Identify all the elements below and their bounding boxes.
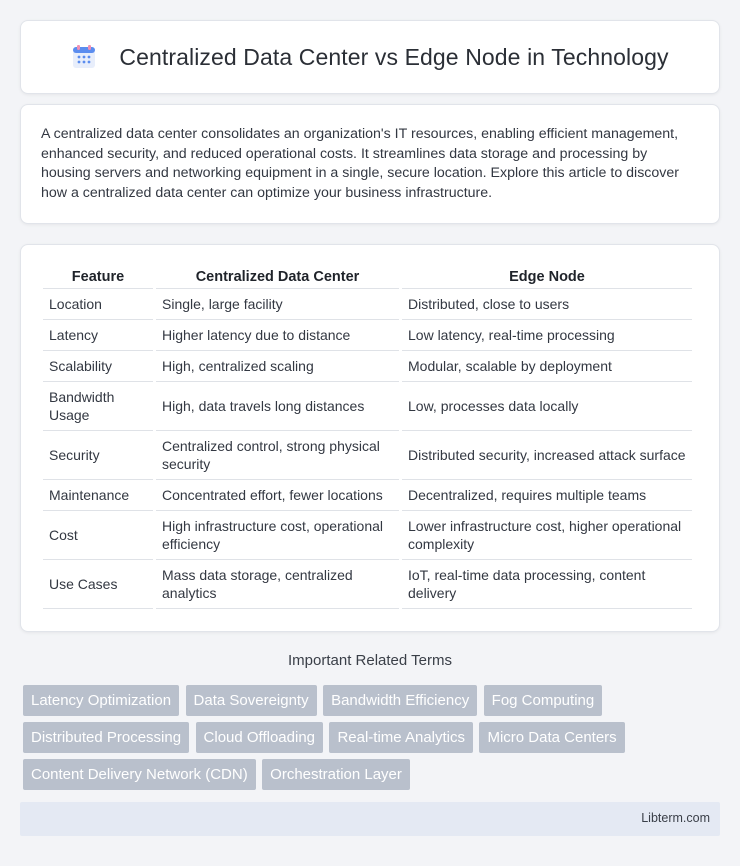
- table-cell: Bandwidth Usage: [43, 382, 153, 431]
- table-cell: Centralized control, strong physical security: [156, 431, 399, 480]
- comparison-table: [40, 265, 695, 609]
- comparison-card: [20, 244, 720, 632]
- table-row: [43, 511, 692, 560]
- term-tag[interactable]: Distributed Processing: [23, 722, 189, 753]
- table-cell: Distributed security, increased attack surface: [402, 431, 692, 480]
- table-row: [43, 351, 692, 382]
- table-cell: Low, processes data locally: [402, 382, 692, 431]
- related-terms-list: [23, 685, 723, 796]
- table-cell: High infrastructure cost, operational efficiency: [156, 511, 399, 560]
- term-tag[interactable]: Latency Optimization: [23, 685, 179, 716]
- table-row: [43, 320, 692, 351]
- term-tag[interactable]: Micro Data Centers: [479, 722, 624, 753]
- term-tag[interactable]: Cloud Offloading: [196, 722, 323, 753]
- table-cell: Latency: [43, 320, 153, 351]
- intro-text: A centralized data center consolidates an organization's IT resources, enabling efficient management, enhanced security, and reduced operational costs. It streamlines data storage and processing by housing servers and networking equipment in a single, secure location. Explore this article to discover how a centralized data center can optimize your business infrastructure.: [41, 126, 679, 201]
- table-cell: Scalability: [43, 351, 153, 382]
- page-title: Centralized Data Center vs Edge Node in Technology: [119, 43, 669, 70]
- table-cell: Low latency, real-time processing: [402, 320, 692, 351]
- table-cell: Cost: [43, 511, 153, 560]
- table-cell: Distributed, close to users: [402, 289, 692, 320]
- table-cell: Concentrated effort, fewer locations: [156, 480, 399, 511]
- term-tag[interactable]: Real-time Analytics: [329, 722, 473, 753]
- table-cell: Maintenance: [43, 480, 153, 511]
- term-tag[interactable]: Data Sovereignty: [186, 685, 317, 716]
- intro-card: [20, 104, 720, 224]
- term-tag[interactable]: Content Delivery Network (CDN): [23, 759, 256, 790]
- table-cell: Modular, scalable by deployment: [402, 351, 692, 382]
- table-cell: High, data travels long distances: [156, 382, 399, 431]
- table-cell: Single, large facility: [156, 289, 399, 320]
- footer-site-link[interactable]: Libterm.com: [641, 811, 710, 825]
- table-cell: Lower infrastructure cost, higher operational complexity: [402, 511, 692, 560]
- column-header-edge: Edge Node: [402, 265, 692, 289]
- table-cell: Higher latency due to distance: [156, 320, 399, 351]
- footer-bar: [20, 802, 720, 836]
- table-row: [43, 382, 692, 431]
- calendar-icon: [71, 44, 97, 70]
- table-cell: IoT, real-time data processing, content delivery: [402, 560, 692, 609]
- table-cell: Decentralized, requires multiple teams: [402, 480, 692, 511]
- table-cell: Mass data storage, centralized analytics: [156, 560, 399, 609]
- related-terms-title: Important Related Terms: [288, 652, 452, 669]
- table-row: [43, 560, 692, 609]
- table-row: [43, 480, 692, 511]
- table-cell: Location: [43, 289, 153, 320]
- table-cell: High, centralized scaling: [156, 351, 399, 382]
- title-card: [20, 20, 720, 94]
- term-tag[interactable]: Bandwidth Efficiency: [323, 685, 477, 716]
- term-tag[interactable]: Orchestration Layer: [262, 759, 410, 790]
- table-header-row: [43, 265, 692, 289]
- column-header-feature: Feature: [43, 265, 153, 289]
- table-cell: Use Cases: [43, 560, 153, 609]
- term-tag[interactable]: Fog Computing: [484, 685, 603, 716]
- table-cell: Security: [43, 431, 153, 480]
- column-header-centralized: Centralized Data Center: [156, 265, 399, 289]
- table-row: [43, 289, 692, 320]
- table-row: [43, 431, 692, 480]
